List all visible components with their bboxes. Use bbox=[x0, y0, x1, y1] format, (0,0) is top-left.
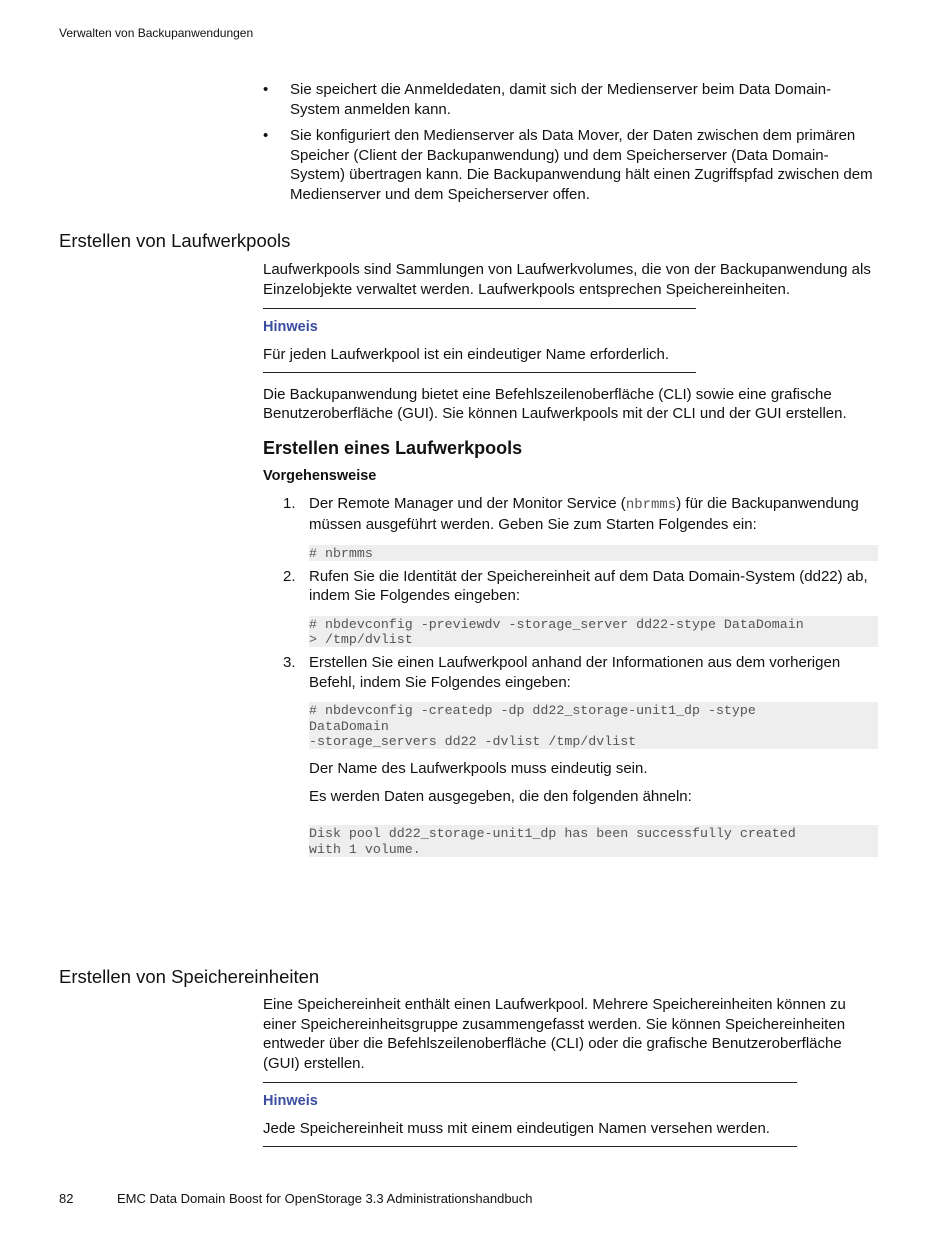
bullet-dot-icon: • bbox=[263, 127, 269, 144]
note-box bbox=[263, 308, 696, 373]
code-block: # nbrmms bbox=[309, 545, 878, 561]
step-item bbox=[263, 567, 878, 648]
cli-gui-paragraph: Die Backupanwendung bietet eine Befehlszeilenoberfläche (CLI) sowie eine grafische Benutzeroberfläche (GUI). Sie können Laufwerkpools mit der CLI und der GUI erstellen. bbox=[263, 385, 847, 422]
note-text: Jede Speichereinheit muss mit einem eindeutigen Namen versehen werden. bbox=[263, 1120, 770, 1137]
running-header: Verwalten von Backupanwendungen bbox=[59, 26, 254, 40]
subheading-create-disk-pool: Erstellen eines Laufwerkpools bbox=[263, 437, 523, 458]
code-block: # nbdevconfig -previewdv -storage_server dd22-stype DataDomain > /tmp/dvlist bbox=[309, 616, 878, 648]
storage-units-section-body bbox=[263, 995, 875, 1147]
section-heading-disk-pools: Erstellen von Laufwerkpools bbox=[59, 230, 291, 251]
section-heading-storage-units: Erstellen von Speichereinheiten bbox=[59, 966, 320, 987]
inline-command: nbrmms bbox=[625, 496, 677, 513]
step-number: 3. bbox=[283, 654, 296, 672]
storage-units-intro: Eine Speichereinheit enthält einen Laufwerkpool. Mehrere Speichereinheiten können zu einer Speichereinheitsgruppe zusammengefasst werden. Sie können Speichereinheiten entweder über die Befehlszeilenoberfläche (CLI) oder die grafische Benutzeroberfläche (GUI) erstellen. bbox=[263, 996, 846, 1072]
step-item bbox=[263, 494, 878, 561]
step-text: Erstellen Sie einen Laufwerkpool anhand der Informationen aus dem vorherigen Befehl, indem Sie Folgendes eingeben: bbox=[309, 654, 841, 691]
step-note: Der Name des Laufwerkpools muss eindeutig sein. bbox=[309, 760, 648, 778]
disk-pools-intro: Laufwerkpools sind Sammlungen von Laufwerkvolumes, die von der Backupanwendung als Einzelobjekte verwaltet werden. Laufwerkpools entsprechen Speichereinheiten. bbox=[263, 261, 871, 298]
note-label: Hinweis bbox=[263, 319, 318, 335]
note-box bbox=[263, 1082, 797, 1147]
bullet-item bbox=[263, 126, 878, 204]
bullet-text: Sie speichert die Anmeldedaten, damit sich der Medienserver beim Data Domain-System anmelden kann. bbox=[290, 81, 832, 118]
step-number: 1. bbox=[283, 494, 296, 512]
intro-bullet-list bbox=[263, 80, 878, 211]
footer-doc-title: EMC Data Domain Boost for OpenStorage 3.3 Administrationshandbuch bbox=[117, 1191, 533, 1206]
step-number: 2. bbox=[283, 567, 296, 585]
bullet-text: Sie konfiguriert den Medienserver als Data Mover, der Daten zwischen dem primären Speicher (Client der Backupanwendung) und dem Speicherserver (Data Domain-System) übertragen kann. Die Backupanwendung hält einen Zugriffspfad zwischen dem Medienserver und dem Speicherserver offen. bbox=[290, 127, 873, 203]
step-text: Rufen Sie die Identität der Speichereinheit auf dem Data Domain-System (dd22) ab, indem Sie Folgendes eingeben: bbox=[309, 567, 868, 605]
code-block: # nbdevconfig -createdp -dp dd22_storage-unit1_dp -stype DataDomain -storage_servers dd22 -dvlist /tmp/dvlist bbox=[309, 702, 878, 749]
procedure-label: Vorgehensweise bbox=[263, 467, 377, 484]
bullet-item bbox=[263, 80, 878, 119]
step-note: Es werden Daten ausgegeben, die den folgenden ähneln: bbox=[309, 787, 692, 805]
disk-pools-section-body bbox=[263, 260, 878, 863]
bullet-dot-icon: • bbox=[263, 81, 269, 98]
page-number: 82 bbox=[59, 1191, 74, 1206]
output-block: Disk pool dd22_storage-unit1_dp has been successfully created with 1 volume. bbox=[309, 825, 878, 857]
step-text: Der Remote Manager und der Monitor Service (nbrmms) für die Backupanwendung müssen ausgeführt werden. Geben Sie zum Starten Folgendes ein: bbox=[309, 494, 859, 533]
note-text: Für jeden Laufwerkpool ist ein eindeutiger Name erforderlich. bbox=[263, 346, 670, 363]
procedure-steps bbox=[263, 494, 878, 857]
step-item bbox=[263, 653, 878, 856]
note-label: Hinweis bbox=[263, 1093, 318, 1109]
